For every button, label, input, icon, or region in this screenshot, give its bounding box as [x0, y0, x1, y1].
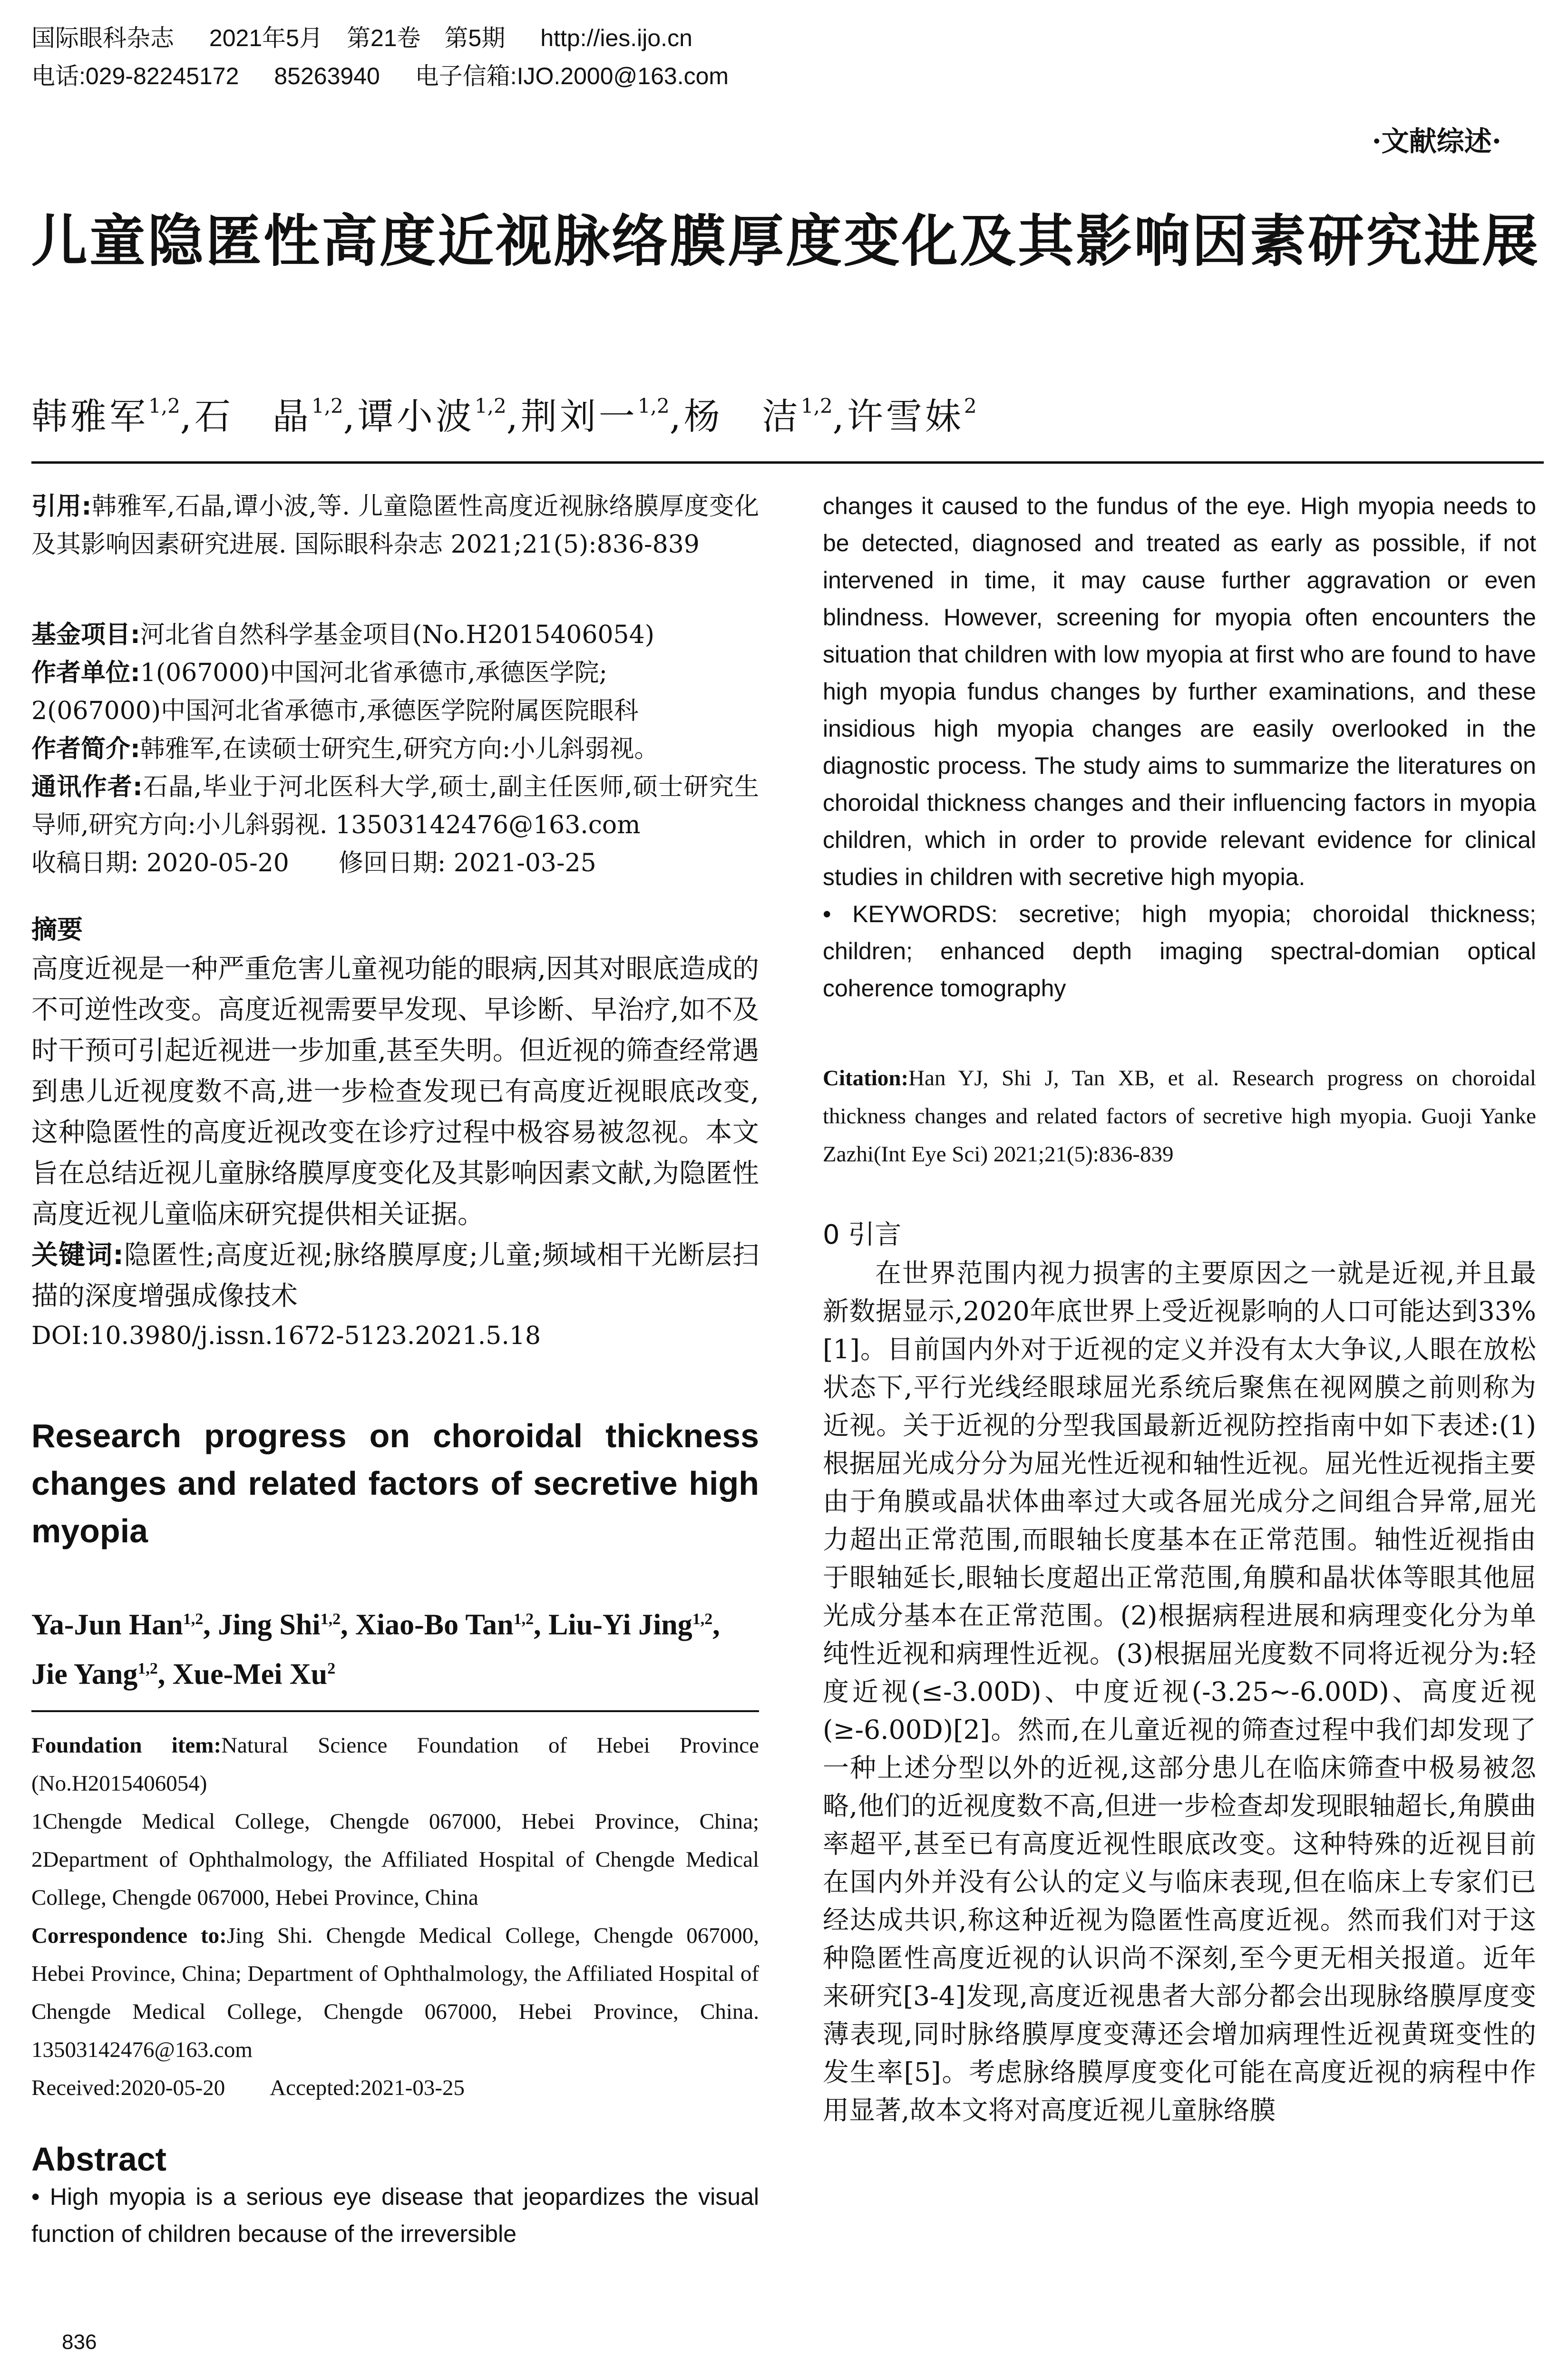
intro-heading: 0 引言	[823, 1219, 902, 1250]
running-header-line-1	[31, 19, 721, 53]
received-en: Received:2020-05-20 Accepted:2021-03-25	[31, 2075, 465, 2101]
running-header-line-2	[31, 57, 757, 91]
right-column	[823, 487, 1536, 2129]
citation-en: Citation:Han YJ, Shi J, Tan XB, et al. Research progress on choroidal thickness changes and related factors of secretive high myopia. Guoji Yanke Zazhi(Int Eye Sci) 2021;21(5):836-839	[823, 1066, 1536, 1167]
journal-url[interactable]: http://ies.ijo.cn	[540, 25, 692, 51]
keywords-en: • KEYWORDS: secretive; high myopia; choroidal thickness; children; enhanced depth imaging spectral-domian optical coherence tomography	[823, 901, 1536, 1002]
foundation-en: Foundation item:Natural Science Foundation of Hebei Province (No.H2015406054)	[31, 1733, 759, 1796]
abstract-cn-text: 高度近视是一种严重危害儿童视功能的眼病,因其对眼底造成的不可逆性改变。高度近视需要早发现、早诊断、早治疗,如不及时干预可引起近视进一步加重,甚至失明。但近视的筛查经常遇到患儿近视度数不高,进一步检查发现已有高度近视眼底改变,这种隐匿性的高度近视改变在诊疗过程中极容易被忽视。本文旨在总结近视儿童脉络膜厚度变化及其影响因素文献,为隐匿性高度近视儿童临床研究提供相关证据。	[31, 954, 759, 1230]
left-column	[31, 487, 759, 2252]
phone: 电话:029-82245172	[31, 63, 239, 89]
page-number: 836	[62, 2330, 97, 2354]
journal-name: 国际眼科杂志	[31, 25, 174, 51]
english-authors: Ya-Jun Han$^{1,2}$, Jing Shi$^{1,2}$, Xiao-Bo Tan$^{1,2}$, Liu-Yi Jing$^{1,2}$, Jie Yang$^{1,2}$, Xue-Mei Xu$^2$	[31, 1608, 720, 1691]
unit-line-1: 作者单位:1(067000)中国河北省承德市,承德医学院;	[31, 659, 608, 687]
unit-line-2: 2(067000)中国河北省承德市,承德医学院附属医院眼科	[31, 697, 639, 725]
abstract-en-start: • High myopia is a serious eye disease that jeopardizes the visual function of children because of the irreversible	[31, 2183, 759, 2248]
title-rule	[31, 461, 1544, 464]
affiliation-en: 1Chengde Medical College, Chengde 067000, Hebei Province, China; 2Department of Ophthalmology, the Affiliated Hospital of Chengde Medical College, Chengde 067000, Hebei Province, China	[31, 1809, 759, 1910]
issue-info: 2021年5月 第21卷 第5期	[209, 25, 506, 51]
doi[interactable]: DOI:10.3980/j.issn.1672-5123.2021.5.18	[31, 1322, 541, 1350]
authors-cn: 韩雅军$^{1,2}$,石 晶$^{1,2}$,谭小波$^{1,2}$,荆刘一$^{1,2}$,杨 洁$^{1,2}$,许雪妹$^2$	[31, 394, 977, 438]
received-cn: 收稿日期: 2020-05-20 修回日期: 2021-03-25	[31, 849, 596, 877]
bio-line: 作者简介:韩雅军,在读硕士研究生,研究方向:小儿斜弱视。	[31, 735, 659, 763]
keywords-cn: 关键词:隐匿性;高度近视;脉络膜厚度;儿童;频域相干光断层扫描的深度增强成像技术	[31, 1240, 759, 1312]
abstract-en-continued: changes it caused to the fundus of the eye. High myopia needs to be detected, diagnosed and treated as early as possible, if not intervened in time, it may cause further aggravation or even blindness. However, screening for myopia often encounters the situation that children with low myopia at first who are found to have high myopia fundus changes by further examinations, and these insidious high myopia changes are easily overlooked in the diagnostic process. The study aims to summarize the literatures on choroidal thickness changes and their influencing factors in myopia children, which in order to provide relevant evidence for clinical studies in children with secretive high myopia.	[823, 493, 1536, 890]
correspondence-cn: 通讯作者:石晶,毕业于河北医科大学,硕士,副主任医师,硕士研究生导师,研究方向:小儿斜弱视. 13503142476@163.com	[31, 773, 759, 839]
intro-text: 在世界范围内视力损害的主要原因之一就是近视,并且最新数据显示,2020年底世界上受近视影响的人口可能达到33%[1]。目前国内外对于近视的定义并没有太大争议,人眼在放松状态下,平行光线经眼球屈光系统后聚焦在视网膜之前则称为近视。关于近视的分型我国最新近视防控指南中如下表述:(1)根据屈光成分分为屈光性近视和轴性近视。屈光性近视指主要由于角膜或晶状体曲率过大或各屈光成分之间组合异常,屈光力超出正常范围,而眼轴长度基本在正常范围。轴性近视指由于眼轴延长,眼轴长度超出正常范围,角膜和晶状体等眼其他屈光成分基本在正常范围。(2)根据病程进展和病理变化分为单纯性近视和病理性近视。(3)根据屈光度数不同将近视分为:轻度近视(≤-3.00D)、中度近视(-3.25~-6.00D)、高度近视(≥-6.00D)[2]。然而,在儿童近视的筛查过程中我们却发现了一种上述分型以外的近视,这部分患儿在临床筛查中极易被忽略,他们的近视度数不高,但进一步检查却发现眼轴超长,角膜曲率超平,甚至已有高度近视性眼底改变。这种特殊的近视目前在国内外并没有公认的定义与临床表现,但在临床上专家们已经达成共识,称这种近视为隐匿性高度近视。然而我们对于这种隐匿性高度近视的认识尚不深刻,至今更无相关报道。近年来研究[3-4]发现,高度近视患者大部分都会出现脉络膜厚度变薄表现,同时脉络膜厚度变薄还会增加病理性近视黄斑变性的发生率[5]。考虑脉络膜厚度变化可能在高度近视的病程中作用显著,故本文将对高度近视儿童脉络膜	[823, 1258, 1537, 2125]
correspondence-en: Correspondence to:Jing Shi. Chengde Medical College, Chengde 067000, Hebei Province, China; Department of Ophthalmology, the Affiliated Hospital of Chengde Medical College, Chengde 067000, Hebei Province, China. 13503142476@163.com	[31, 1923, 759, 2063]
citation-cn: 引用:韩雅军,石晶,谭小波,等. 儿童隐匿性高度近视脉络膜厚度变化及其影响因素研究进展. 国际眼科杂志 2021;21(5):836-839	[31, 492, 759, 559]
english-authors-rule	[31, 1710, 759, 1712]
email[interactable]: 电子信箱:IJO.2000@163.com	[415, 63, 729, 89]
fund-line: 基金项目:河北省自然科学基金项目(No.H2015406054)	[31, 621, 654, 649]
abstract-heading: Abstract	[31, 2141, 166, 2178]
abstract-cn-heading: 摘要	[31, 915, 83, 945]
phone-2: 85263940	[274, 63, 380, 89]
english-title: Research progress on choroidal thickness changes and related factors of secretive high myopia	[31, 1417, 759, 1549]
section-tag: ·文献综述·	[1372, 125, 1501, 157]
article-title: 儿童隐匿性高度近视脉络膜厚度变化及其影响因素研究进展	[31, 208, 1540, 274]
